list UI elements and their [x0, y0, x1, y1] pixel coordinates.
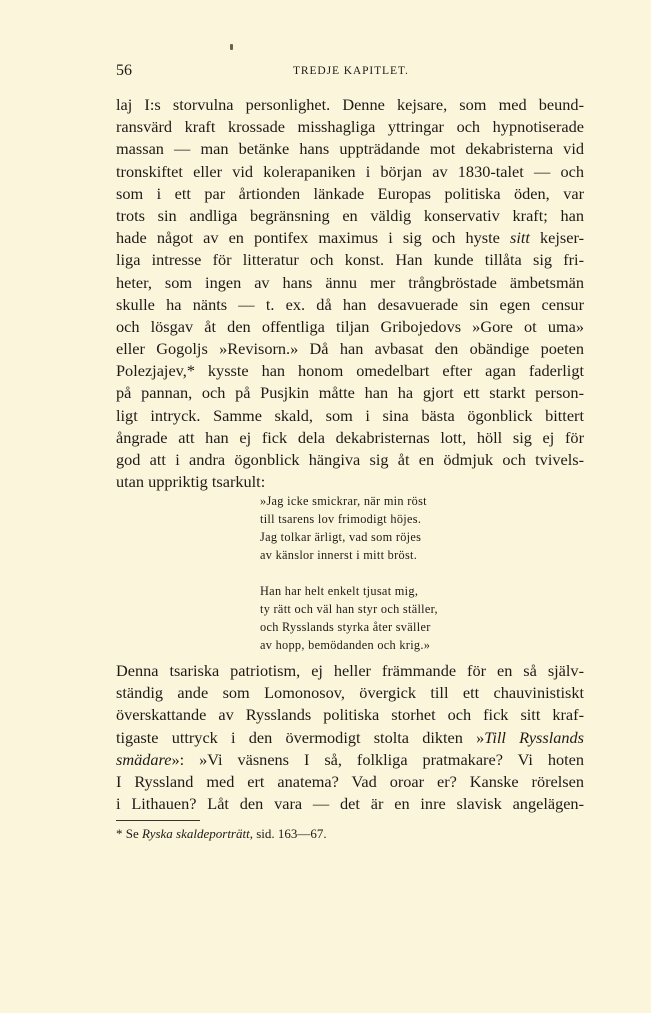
- text-line: laj I:s storvulna personlighet. Denne kejsare, som med beund-: [116, 95, 584, 114]
- verse-line: Jag tolkar ärligt, vad som röjes: [260, 530, 422, 544]
- text-line: ligt intryck. Samme skald, som i sina bästa ögonblick bittert: [116, 405, 584, 425]
- text-fragment: kejser-: [529, 228, 584, 248]
- paragraph-1: [116, 94, 584, 493]
- text-line: eller Gogoljs »Revisorn.» Då han avbasat den obändige poeten: [116, 339, 584, 359]
- stanza: [260, 582, 490, 654]
- poem-title: smädare: [116, 749, 172, 769]
- text-line: som i ett par årtionden länkade Europas politiska öden, var: [116, 183, 584, 203]
- text-line: tronskiftet eller vid kolerapaniken i början av 1830-talet — och: [116, 161, 584, 181]
- text-line: ångrade att han ej fick dela dekabristernas lott, höll sig ej för: [116, 427, 584, 447]
- text-line: I Ryssland med ert anatema? Vad oroar er? Kanske rörelsen: [116, 771, 584, 791]
- text-line: utan uppriktig tsarkult:: [116, 472, 266, 492]
- text-fragment: hade något av en pontifex maximus i sig och hyste: [116, 228, 510, 248]
- text-line: [116, 227, 584, 249]
- print-smudge: [230, 44, 233, 50]
- verse-line: »Jag icke smickrar, när min röst: [260, 494, 427, 508]
- text-line: trots sin andliga begränsning en väldig konservativ kraft; han: [116, 205, 584, 225]
- footnote-suffix: , sid. 163—67.: [249, 826, 327, 841]
- footnote: [116, 826, 327, 842]
- poem: [260, 492, 490, 672]
- footnote-prefix: * Se: [116, 826, 142, 841]
- page-number: 56: [116, 62, 132, 79]
- text-line: på pannan, och på Pusjkin måtte han ha gjort ett starkt person-: [116, 383, 584, 403]
- text-line: Denna tsariska patriotism, ej heller främmande för en så själv-: [116, 661, 584, 680]
- footnote-title: Ryska skaldeporträtt: [142, 826, 250, 841]
- verse-line: av hopp, bemödanden och krig.»: [260, 638, 431, 652]
- verse-line: till tsarens lov frimodigt höjes.: [260, 512, 422, 526]
- paragraph-2: [116, 660, 584, 815]
- text-line: heter, som ingen av hans ännu mer trångbröstade ämbetsmän: [116, 272, 584, 292]
- text-line: och lösgav åt den offentliga tiljan Gribojedovs »Gore ot uma»: [116, 316, 584, 336]
- text-fragment: tigaste uttryck i den övermodigt stolta dikten »: [116, 727, 485, 747]
- text-line: Polezjajev,* kysste han honom omedelbart efter agan faderligt: [116, 361, 584, 381]
- text-line: skulle ha nänts — t. ex. då han desavuerade sin egen censur: [116, 294, 584, 314]
- poem-title: Till Rysslands: [484, 727, 584, 747]
- running-title: TREDJE KAPITLET.: [293, 65, 409, 77]
- text-line: ständig ande som Lomonosov, övergick till ett chauvinistiskt: [116, 683, 584, 703]
- verse-line: och Rysslands styrka åter sväller: [260, 620, 431, 634]
- text-fragment: »: »Vi väsnens I så, folkliga pratmakare? Vi hoten: [171, 749, 584, 769]
- text-line: [116, 727, 584, 749]
- text-line: massan — man betänke hans uppträdande mot dekabristerna vid: [116, 139, 584, 159]
- italic-word: sitt: [510, 228, 530, 248]
- text-line: liga intresse för litteratur och konst. Han kunde tillåta sig fri-: [116, 250, 584, 270]
- text-line: god att i andra ögonblick hängiva sig åt en ödmjuk och tvivels-: [116, 450, 584, 469]
- verse-line: ty rätt och väl han styr och ställer,: [260, 602, 438, 616]
- text-line: ransvärd kraft krossade misshagliga yttringar och hypnotiserade: [116, 117, 584, 137]
- text-line: överskattande av Rysslands politiska storhet och fick sitt kraf-: [116, 705, 584, 725]
- footnote-divider: [116, 820, 200, 821]
- stanza: [260, 492, 490, 564]
- page-header: [116, 62, 586, 84]
- text-line: [116, 749, 584, 771]
- text-line: i Lithauen? Låt den vara — det är en inre slavisk angelägen-: [116, 794, 584, 814]
- verse-line: Han har helt enkelt tjusat mig,: [260, 584, 419, 598]
- verse-line: av känslor innerst i mitt bröst.: [260, 548, 418, 562]
